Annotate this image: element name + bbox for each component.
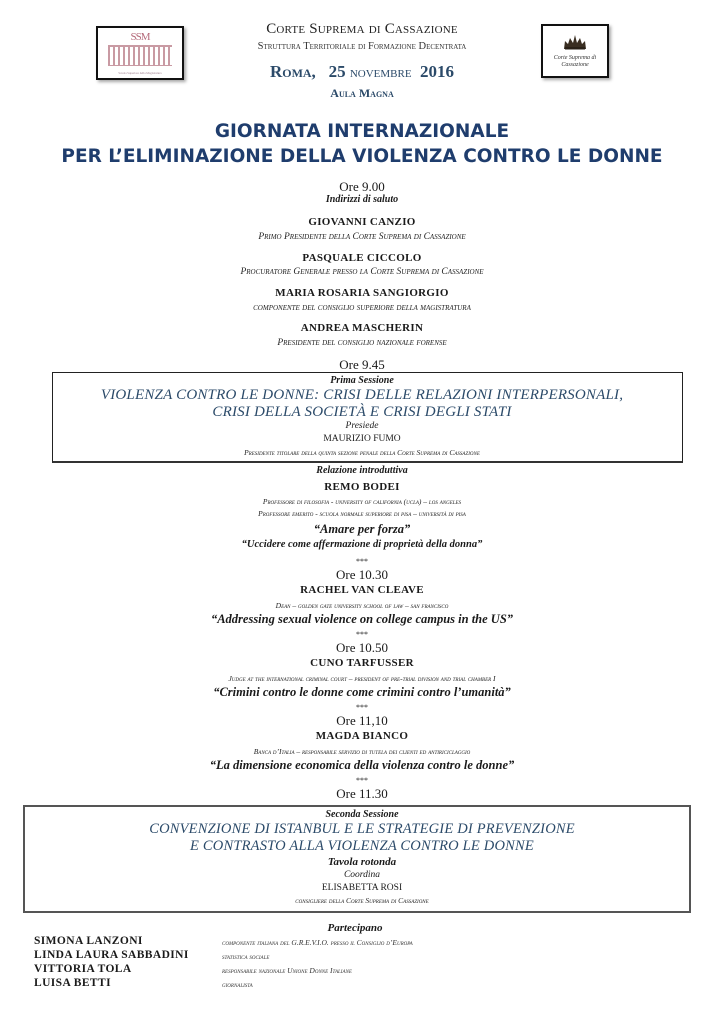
speaker-role: Presidente del consiglio nazionale forense xyxy=(277,338,447,348)
participant-role: giornalista xyxy=(222,980,253,989)
participant-role: statistica sociale xyxy=(222,952,270,961)
speaker-name: RACHEL VAN CLEAVE xyxy=(300,584,424,596)
session2-format: Tavola rotonda xyxy=(327,856,397,868)
session1-time: Ore 9.45 xyxy=(339,357,385,372)
session2-title-line1: CONVENZIONE DI ISTANBUL E LE STRATEGIE DI PREVENZIONE xyxy=(149,821,575,837)
venue: Aula Magna xyxy=(330,86,394,100)
talk-title: “Crimini contro le donne come crimini contro l’umanità” xyxy=(213,685,511,699)
speaker-role: Procuratore Generale presso la Corte Suprema di Cassazione xyxy=(240,267,484,277)
session2-coord-label: Coordina xyxy=(343,870,381,880)
talk-time: Ore 11,10 xyxy=(336,713,388,728)
separator: *** xyxy=(356,630,368,639)
session2-coord-role: consigliere della Corte Suprema di Cassazione xyxy=(295,896,429,905)
talk-title: “Addressing sexual violence on college campus in the US” xyxy=(210,612,514,626)
participant-name: VITTORIA TOLA xyxy=(34,963,132,975)
page-title-line1: GIORNATA INTERNAZIONALE xyxy=(214,121,510,142)
participant-name: SIMONA LANZONI xyxy=(34,935,143,947)
talk-time: Ore 10.50 xyxy=(336,640,388,655)
participant-name: LINDA LAURA SABBADINI xyxy=(34,949,189,961)
opening-time: Ore 9.00 xyxy=(339,179,385,194)
institution-name: Corte Suprema di Cassazione xyxy=(266,21,458,37)
session2-coord-name: ELISABETTA ROSI xyxy=(321,883,403,893)
talk-title: “Amare per forza” xyxy=(313,522,411,536)
participants-label: Partecipano xyxy=(327,922,383,934)
session1-chair-name: MAURIZIO FUMO xyxy=(323,434,401,444)
participant-name: LUISA BETTI xyxy=(34,977,111,989)
speaker-name: ANDREA MASCHERIN xyxy=(300,322,424,334)
talk-title: “Uccidere come affermazione di proprietà della donna” xyxy=(241,539,483,550)
session1-chair-role: Presidente titolare della quinta sezione penale della Corte Suprema di Cassazione xyxy=(244,448,480,457)
talk-time: Ore 11.30 xyxy=(336,786,388,801)
participant-role: responsabile nazionale Unione Donne Italiane xyxy=(222,966,352,975)
speaker-role: Dean – golden gate university school of law – san francisco xyxy=(275,601,449,610)
speaker-role: Professore emerito - scuola normale superiore di pisa – università di pisa xyxy=(258,509,466,518)
page-title-line2: PER L’ELIMINAZIONE DELLA VIOLENZA CONTRO LE DONNE xyxy=(61,146,663,167)
session1-label: Prima Sessione xyxy=(330,375,394,386)
month: novembre xyxy=(349,65,412,81)
session1-title-line1: VIOLENZA CONTRO LE DONNE: CRISI DELLE RELAZIONI INTERPERSONALI, xyxy=(100,387,624,403)
intro-label: Relazione introduttiva xyxy=(316,465,408,476)
ssm-logo-caption: Scuola Superiore della Magistratura xyxy=(118,71,162,75)
session2-title-line2: E CONTRASTO ALLA VIOLENZA CONTRO LE DONNE xyxy=(190,838,534,854)
caption-line2: Cassazione xyxy=(561,62,589,68)
session2-label: Seconda Sessione xyxy=(325,809,399,820)
speaker-name: MAGDA BIANCO xyxy=(315,730,409,742)
speaker-name: CUNO TARFUSSER xyxy=(310,657,414,669)
separator: *** xyxy=(356,557,368,566)
speaker-name: MARIA ROSARIA SANGIORGIO xyxy=(275,287,449,299)
speaker-role: Banca d’Italia – responsabile servizio di tutela dei clienti ed antiriciclaggio xyxy=(253,747,471,756)
caption-line1: Corte Suprema di xyxy=(553,55,597,61)
speaker-name: REMO BODEI xyxy=(324,481,400,493)
speaker-role: Judge at the international criminal court – president of pre-trial division and trial chamber I xyxy=(228,674,496,683)
speaker-role: Professore di filosofia - university of california (ucla) – los angeles xyxy=(262,497,462,506)
day: 25 xyxy=(328,62,346,81)
city: Roma, xyxy=(269,62,316,81)
speaker-name: PASQUALE CICCOLO xyxy=(302,252,422,264)
speaker-role: componente del consiglio superiore della magistratura xyxy=(253,303,471,313)
ssm-logo-text: SSM xyxy=(130,31,150,43)
speaker-role: Primo Presidente della Corte Suprema di Cassazione xyxy=(258,232,466,242)
session1-chair-label: Presiede xyxy=(345,421,379,431)
speaker-name: GIOVANNI CANZIO xyxy=(308,216,416,228)
event-date xyxy=(0,62,724,82)
year: 2016 xyxy=(420,62,455,81)
session1-title-line2: CRISI DELLA SOCIETÀ E CRISI DEGLI STATI xyxy=(212,404,512,420)
talk-title: “La dimensione economica della violenza contro le donne” xyxy=(209,758,515,772)
talk-time: Ore 10.30 xyxy=(336,567,388,582)
participant-role: componente italiana del G.R.E.V.I.O. presso il Consiglio d’Europa xyxy=(222,938,413,947)
separator: *** xyxy=(356,703,368,712)
opening-label: Indirizzi di saluto xyxy=(325,194,399,205)
structure-name: Struttura Territoriale di Formazione Decentrata xyxy=(257,41,467,52)
separator: *** xyxy=(356,776,368,785)
